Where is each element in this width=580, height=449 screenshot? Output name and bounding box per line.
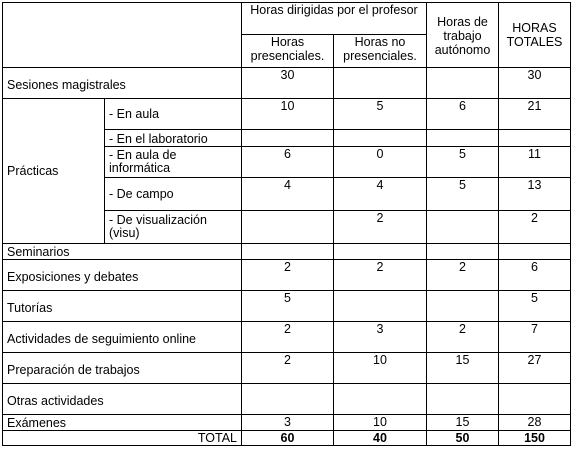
table-row	[3, 353, 571, 384]
cell-autonomo	[427, 211, 499, 244]
row-sublabel: - En aula de informática	[105, 147, 242, 178]
cell-autonomo: 15	[427, 353, 499, 384]
row-label: Sesiones magistrales	[3, 68, 242, 99]
cell-autonomo	[427, 68, 499, 99]
total-label: TOTAL	[3, 431, 242, 446]
cell-autonomo: 15	[427, 415, 499, 431]
row-label: Seminarios	[3, 244, 242, 260]
cell-no-presenciales	[334, 68, 427, 99]
header-corner	[3, 3, 242, 68]
cell-no-presenciales	[334, 291, 427, 322]
row-label-practicas: Prácticas	[3, 99, 105, 244]
cell-presenciales: 2	[242, 353, 334, 384]
total-row	[3, 431, 571, 446]
cell-autonomo: 5	[427, 178, 499, 211]
cell-no-presenciales	[334, 384, 427, 415]
cell-total: 21	[499, 99, 571, 130]
row-label: Preparación de trabajos	[3, 353, 242, 384]
cell-no-presenciales: 5	[334, 99, 427, 130]
header-horas-totales: HORAS TOTALES	[499, 3, 571, 68]
cell-no-presenciales: 3	[334, 322, 427, 353]
cell-no-presenciales: 4	[334, 178, 427, 211]
cell-total	[499, 130, 571, 147]
cell-autonomo: 5	[427, 147, 499, 178]
cell-total: 11	[499, 147, 571, 178]
cell-presenciales: 6	[242, 147, 334, 178]
cell-no-presenciales: 10	[334, 353, 427, 384]
hours-table	[2, 2, 571, 446]
table-row	[3, 244, 571, 260]
cell-presenciales	[242, 384, 334, 415]
table-row	[3, 99, 571, 130]
cell-no-presenciales: 10	[334, 415, 427, 431]
total-presenciales: 60	[242, 431, 334, 446]
row-sublabel: - De campo	[105, 178, 242, 211]
table-row	[3, 415, 571, 431]
cell-total: 2	[499, 211, 571, 244]
cell-autonomo: 2	[427, 260, 499, 291]
row-sublabel: - En aula	[105, 99, 242, 130]
cell-autonomo	[427, 384, 499, 415]
row-sublabel: - De visualización (visu)	[105, 211, 242, 244]
header-horas-autonomo: Horas de trabajo autónomo	[427, 3, 499, 68]
total-autonomo: 50	[427, 431, 499, 446]
cell-presenciales: 5	[242, 291, 334, 322]
cell-total	[499, 244, 571, 260]
cell-autonomo: 6	[427, 99, 499, 130]
total-horas: 150	[499, 431, 571, 446]
cell-presenciales: 2	[242, 260, 334, 291]
cell-total: 13	[499, 178, 571, 211]
cell-total: 7	[499, 322, 571, 353]
cell-total	[499, 384, 571, 415]
cell-total: 30	[499, 68, 571, 99]
table-row	[3, 384, 571, 415]
header-horas-dirigidas: Horas dirigidas por el profesor	[242, 3, 427, 35]
cell-presenciales	[242, 211, 334, 244]
cell-presenciales: 2	[242, 322, 334, 353]
row-label: Exámenes	[3, 415, 242, 431]
cell-total: 6	[499, 260, 571, 291]
table-row	[3, 291, 571, 322]
cell-autonomo	[427, 130, 499, 147]
row-label: Otras actividades	[3, 384, 242, 415]
header-presenciales: Horas presenciales.	[242, 35, 334, 68]
cell-presenciales: 30	[242, 68, 334, 99]
cell-total: 5	[499, 291, 571, 322]
table-row	[3, 68, 571, 99]
cell-presenciales	[242, 130, 334, 147]
cell-total: 27	[499, 353, 571, 384]
cell-presenciales: 3	[242, 415, 334, 431]
total-no-presenciales: 40	[334, 431, 427, 446]
row-label: Tutorías	[3, 291, 242, 322]
cell-autonomo: 2	[427, 322, 499, 353]
cell-presenciales	[242, 244, 334, 260]
cell-no-presenciales: 2	[334, 260, 427, 291]
row-sublabel: - En el laboratorio	[105, 130, 242, 147]
cell-no-presenciales: 0	[334, 147, 427, 178]
cell-autonomo	[427, 291, 499, 322]
cell-presenciales: 10	[242, 99, 334, 130]
header-no-presenciales: Horas no presenciales.	[334, 35, 427, 68]
cell-no-presenciales: 2	[334, 211, 427, 244]
cell-autonomo	[427, 244, 499, 260]
table-row	[3, 322, 571, 353]
cell-presenciales: 4	[242, 178, 334, 211]
cell-no-presenciales	[334, 130, 427, 147]
cell-total: 28	[499, 415, 571, 431]
table-row	[3, 260, 571, 291]
cell-no-presenciales	[334, 244, 427, 260]
row-label: Actividades de seguimiento online	[3, 322, 242, 353]
row-label: Exposiciones y debates	[3, 260, 242, 291]
